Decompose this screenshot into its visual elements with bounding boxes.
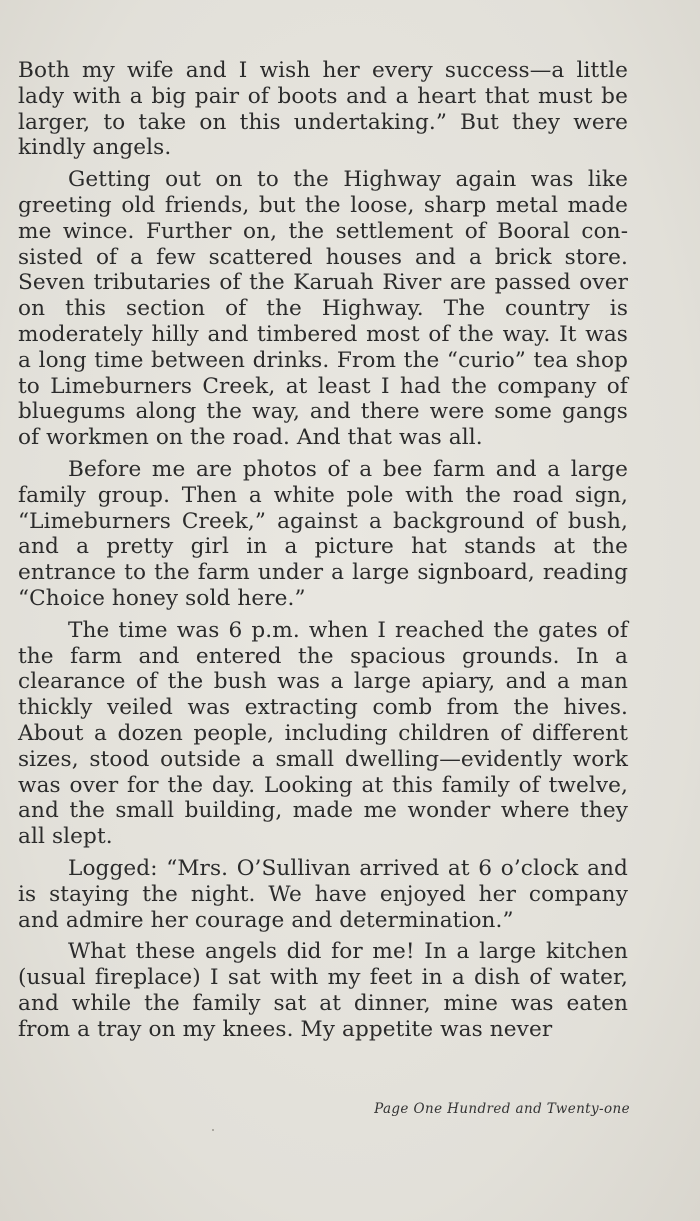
paragraph-5: Logged: “Mrs. O’Sullivan arrived at 6 o’clock and is staying the night. We have enjoyed her company and admire her courage and determination.” bbox=[18, 855, 628, 933]
page-number-footer: Page One Hundred and Twenty-one bbox=[374, 1101, 630, 1117]
paragraph-4: The time was 6 p.m. when I reached the gates of the farm and entered the spacious grounds. In a clearance of the bush was a large apiary, and a man thickly veiled was extracting comb from the hives. About a dozen people, including children of different sizes, stood outside a small dwelling—evidently work was over for the day. Looking at this family of twelve, and the small building, made me wonder where they all slept. bbox=[18, 617, 628, 850]
paper-speck bbox=[212, 1129, 214, 1131]
paragraph-1: Both my wife and I wish her every success—a little lady with a big pair of boots and a heart that must be larger, to take on this undertaking.” But they were kindly angels. bbox=[18, 58, 628, 161]
paragraph-6: What these angels did for me! In a large kitchen (usual fireplace) I sat with my feet in a dish of water, and while the family sat at dinner, mine was eaten from a tray on my knees. My appetite was never bbox=[18, 939, 628, 1042]
paragraph-3: Before me are photos of a bee farm and a large family group. Then a white pole with the road sign, “Limeburners Creek,” against a background of bush, and a pretty girl in a picture hat stands at the entrance to the farm under a large signboard, reading “Choice honey sold here.” bbox=[18, 456, 628, 611]
body-text bbox=[18, 58, 628, 1042]
paragraph-2: Getting out on to the Highway again was like greeting old friends, but the loose, sharp metal made me wince. Further on, the settlement of Booral consisted of a few scattered houses and a brick store. Seven tributaries of the Karuah River are passed over on this section of the Highway. The country is moderately hilly and timbered most of the way. It was a long time between drinks. From the “curio” tea shop to Limeburners Creek, at least I had the company of bluegums along the way, and there were some gangs of workmen on the road. And that was all. bbox=[18, 167, 628, 451]
